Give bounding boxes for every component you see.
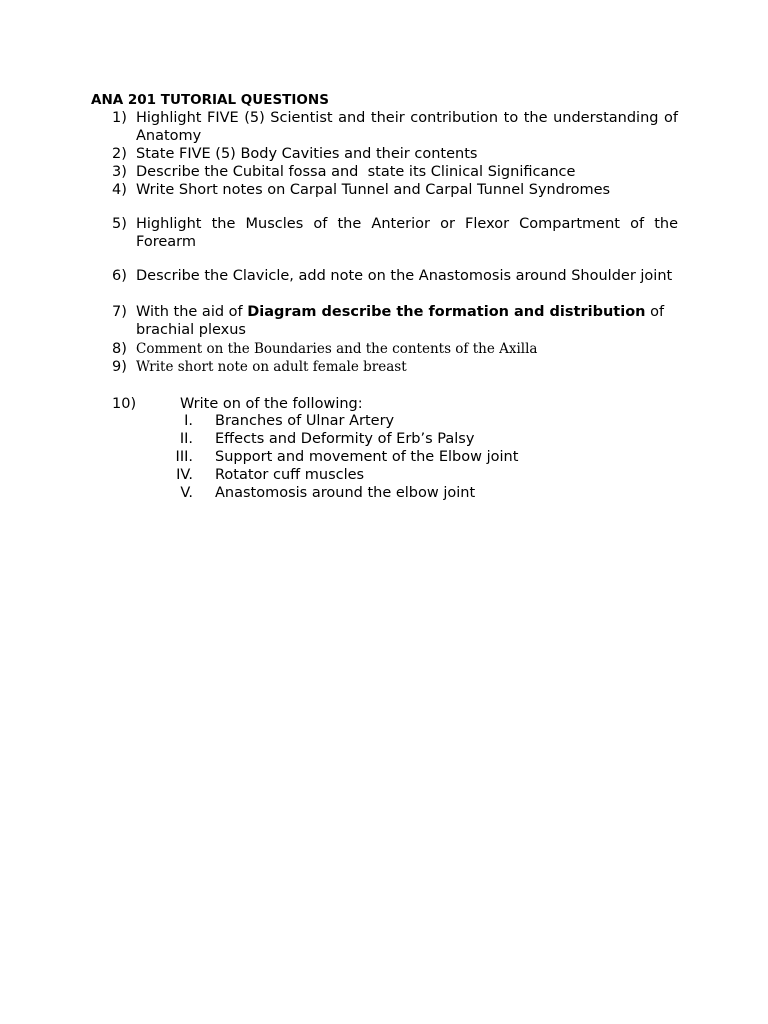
- question-9: [112, 358, 678, 376]
- sub-item-text: Branches of Ulnar Artery: [215, 413, 395, 429]
- sub-item-text: Anastomosis around the elbow joint: [215, 485, 476, 501]
- question-7: [112, 303, 678, 339]
- question-number: 5): [112, 216, 127, 232]
- sub-item-number: IV.: [176, 467, 193, 483]
- question-text-pre: With the aid of: [136, 304, 248, 320]
- sub-item-number: II.: [179, 431, 193, 447]
- question-number: 10): [112, 396, 137, 412]
- sub-item-number: V.: [180, 485, 193, 501]
- question-text-post: of brachial plexus: [136, 304, 665, 338]
- sub-item-number: I.: [184, 413, 193, 429]
- question-text: Highlight FIVE (5) Scientist and their contribution to the understanding of Anatomy: [136, 110, 678, 144]
- question-number: 3): [112, 164, 127, 180]
- question-6: [112, 267, 678, 285]
- question-1: [112, 109, 678, 145]
- sub-item-text: Effects and Deformity of Erb’s Palsy: [215, 431, 475, 447]
- question-10-text: Write on of the following:: [180, 396, 363, 412]
- question-2: [112, 145, 678, 163]
- question-text: Write short note on adult female breast: [136, 359, 407, 375]
- question-text: Comment on the Boundaries and the contents of the Axilla: [136, 341, 538, 357]
- question-number: 2): [112, 146, 127, 162]
- question-8: [112, 340, 678, 358]
- sub-item-text: Support and movement of the Elbow joint: [215, 449, 519, 465]
- question-number: 6): [112, 268, 127, 284]
- question-text: Highlight the Muscles of the Anterior or Flexor Compartment of the Forearm: [136, 216, 678, 250]
- document-title: ANA 201 TUTORIAL QUESTIONS: [91, 92, 329, 108]
- question-text: State FIVE (5) Body Cavities and their contents: [136, 146, 478, 162]
- question-5: [112, 215, 678, 251]
- question-number: 4): [112, 182, 127, 198]
- question-text: [136, 303, 678, 339]
- question-number: 8): [112, 341, 127, 357]
- sub-item-number: III.: [175, 449, 193, 465]
- question-4: [112, 181, 678, 199]
- question-number: 7): [112, 304, 127, 320]
- question-text: Describe the Cubital fossa and state its Clinical Significance: [136, 164, 576, 180]
- question-number: 9): [112, 359, 127, 375]
- question-text: Write Short notes on Carpal Tunnel and Carpal Tunnel Syndromes: [136, 182, 611, 198]
- question-number: 1): [112, 110, 127, 126]
- sub-item-text: Rotator cuff muscles: [215, 467, 365, 483]
- question-text: Describe the Clavicle, add note on the Anastomosis around Shoulder joint: [136, 268, 673, 284]
- question-text-bold: Diagram describe the formation and distribution: [247, 304, 646, 320]
- question-3: [112, 163, 678, 181]
